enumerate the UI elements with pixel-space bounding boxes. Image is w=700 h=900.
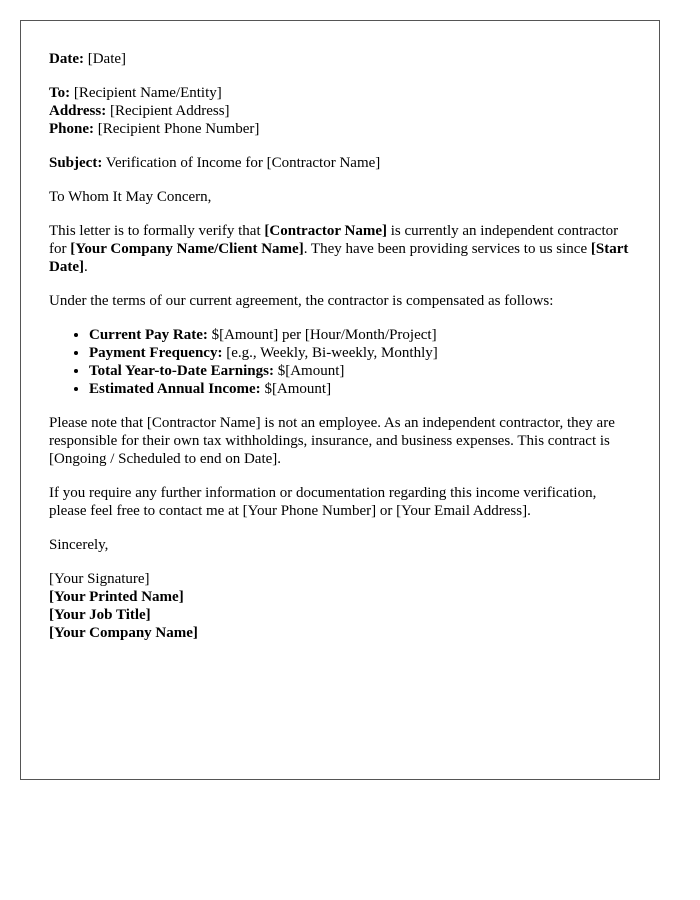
intro-contractor-name: [Contractor Name] <box>264 223 387 239</box>
note-paragraph: Please note that [Contractor Name] is not an employee. As an independent contractor, they are responsible for their own tax withholdings, insurance, and business expenses. This contract is [Ongoing / Scheduled to end on Date]. <box>49 415 615 467</box>
list-item <box>89 380 631 398</box>
signature-block <box>49 570 631 642</box>
payment-frequency-label: Payment Frequency: <box>89 345 223 361</box>
printed-name <box>49 588 631 606</box>
intro-text-4: . <box>83 259 88 275</box>
address-value: [Recipient Address] <box>106 103 230 119</box>
intro-company-name: [Your Company Name/Client Name] <box>70 241 304 257</box>
recipient-phone-line <box>49 120 631 138</box>
compensation-list <box>49 326 631 398</box>
contact-paragraph: If you require any further information or documentation regarding this income verification, please feel free to contact me at [Your Phone Number] or [Your Email Address]. <box>49 485 597 519</box>
date-label: Date: <box>49 51 84 67</box>
terms-intro: Under the terms of our current agreement, the contractor is compensated as follows: <box>49 293 554 309</box>
closing: Sincerely, <box>49 537 109 553</box>
list-item <box>89 362 631 380</box>
subject-label: Subject: <box>49 155 103 171</box>
phone-label: Phone: <box>49 121 94 137</box>
date-line <box>49 50 631 68</box>
date-value: [Date] <box>83 51 127 67</box>
intro-text-1: This letter is to formally verify that <box>49 223 265 239</box>
printed-name-text: [Your Printed Name] <box>49 589 184 605</box>
address-label: Address: <box>49 103 107 119</box>
recipient-block <box>49 84 631 138</box>
list-item <box>89 326 631 344</box>
intro-paragraph <box>49 222 631 276</box>
signature-line: [Your Signature] <box>49 571 150 587</box>
pay-rate-label: Current Pay Rate: <box>89 327 208 343</box>
letter-page <box>20 20 660 780</box>
recipient-name-line <box>49 84 631 102</box>
intro-text-2: is currently an independent contractor for <box>49 223 619 257</box>
company-name <box>49 624 631 642</box>
job-title-text: [Your Job Title] <box>49 607 151 623</box>
intro-start-date: [Start Date] <box>49 241 629 275</box>
annual-income-value: $[Amount] <box>260 381 332 397</box>
payment-frequency-value: [e.g., Weekly, Bi-weekly, Monthly] <box>222 345 438 361</box>
salutation: To Whom It May Concern, <box>49 189 212 205</box>
to-label: To: <box>49 85 71 101</box>
intro-text-3: . They have been providing services to us since <box>303 241 591 257</box>
list-item <box>89 344 631 362</box>
ytd-earnings-value: $[Amount] <box>273 363 345 379</box>
company-name-text: [Your Company Name] <box>49 625 198 641</box>
phone-value: [Recipient Phone Number] <box>94 121 260 137</box>
to-value: [Recipient Name/Entity] <box>70 85 222 101</box>
subject-value: Verification of Income for [Contractor Name] <box>102 155 381 171</box>
subject-line <box>49 154 631 172</box>
pay-rate-value: $[Amount] per [Hour/Month/Project] <box>207 327 437 343</box>
ytd-earnings-label: Total Year-to-Date Earnings: <box>89 363 274 379</box>
recipient-address-line <box>49 102 631 120</box>
annual-income-label: Estimated Annual Income: <box>89 381 261 397</box>
job-title <box>49 606 631 624</box>
